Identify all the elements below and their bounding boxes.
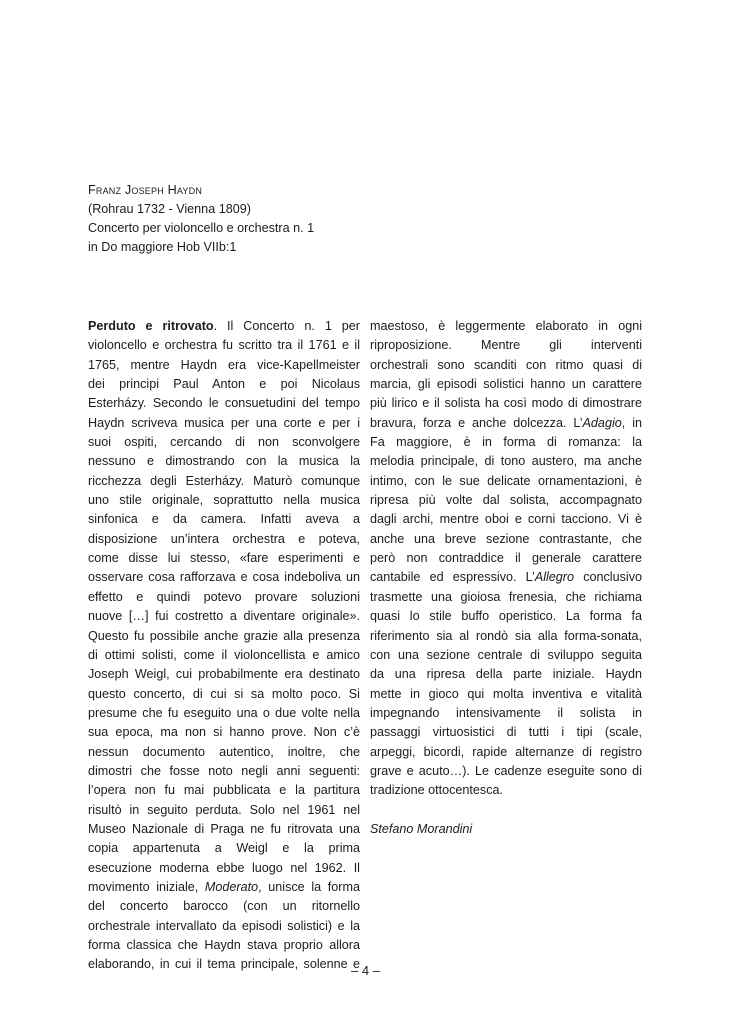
text-line: quasi lo stile buffo operistico. La forma fa	[370, 609, 642, 624]
text-line: mette in gioco qui molta inventiva e vitalità	[370, 686, 642, 701]
text-line: violoncello e orchestra fu scritto tra il 1761 e il	[88, 338, 360, 353]
text-line: arpeggi, bicordi, rapide alternanze di registro	[370, 744, 642, 759]
text-line: dimostri che fosse noto negli anni seguenti:	[88, 763, 360, 778]
text-line: sua epoca, ma non si hanno prove. Non c’è	[88, 725, 360, 740]
movement-name: Allegro	[534, 570, 574, 585]
text-line: cantabile ed espressivo. L’Allegro conclusivo	[370, 570, 642, 585]
text-line: copia appartenuta a Weigl e la prima	[88, 841, 360, 856]
text-line: Questo fu possibile anche grazie alla presenza	[88, 628, 360, 643]
text-line: questo concerto, di cui si sa molto poco. Si	[88, 686, 360, 701]
text-line: Museo Nazionale di Praga ne fu ritrovata una	[88, 821, 360, 836]
movement-name: Adagio	[582, 415, 622, 430]
text-line: ricchezza degli Esterházy. Maturò comunque	[88, 473, 360, 488]
text-line: Fa maggiore, è in forma di romanza: la	[370, 435, 642, 450]
text-line: ripresa più volte dal solista, accompagnato	[370, 493, 642, 508]
text-line: bravura, forza e anche dolcezza. L’Adagio, in	[370, 415, 642, 430]
text-line: passaggi virtuosistici di tutti i tipi (scale,	[370, 725, 642, 740]
work-header	[88, 181, 408, 257]
movement-name: Moderato	[204, 879, 259, 894]
text-line: grave e acuto…). Le cadenze eseguite sono di	[370, 763, 642, 778]
text-line: anche una breve sezione contrastante, che	[370, 531, 642, 546]
text-line: maestoso, è leggermente elaborato in ogni	[370, 319, 642, 333]
text-line: riferimento sia al rondò sia alla forma-sonata,	[370, 628, 642, 643]
text-line: melodia principale, di tono austero, ma anche	[370, 454, 642, 469]
text-line: suoi ospiti, cercando di non sconvolgere	[88, 435, 360, 450]
text-line: dei principi Paul Anton e poi Nicolaus	[88, 377, 360, 392]
text-line: elaborando, in cui il tema principale, solenne e	[88, 957, 360, 972]
text-line: effetto e quindi potevo provare soluzioni	[88, 589, 360, 604]
text-line: con una sezione centrale di sviluppo seguita	[370, 647, 642, 662]
text-line: Esterházy. Secondo le consuetudini del tempo	[88, 396, 360, 411]
text-line: di ottimi solisti, come il violoncellista e amico	[88, 647, 360, 662]
text-line: come disse lui stesso, «fare esperimenti e	[88, 551, 360, 566]
text-line: nuove […] fui costretto a diventare originale».	[88, 609, 360, 624]
composer-dates: (Rohrau 1732 - Vienna 1809)	[88, 202, 251, 216]
composer-name: Franz Joseph Haydn	[88, 183, 203, 197]
left-text-column	[88, 317, 360, 975]
text-line: esecuzione moderna ebbe luogo nel 1962. Il	[88, 860, 360, 875]
author-signature-block	[370, 820, 642, 839]
text-line: osservare cosa rafforzava e cosa indeboliva un	[88, 570, 360, 585]
text-line: orchestrali sono scanditi con ritmo quasi di	[370, 357, 642, 372]
text-line: intimo, con le sue delicate ornamentazioni, è	[370, 473, 642, 488]
text-line: Joseph Weigl, cui probabilmente era destinato	[88, 667, 360, 682]
author-signature: Stefano Morandini	[370, 821, 473, 836]
work-title: Concerto per violoncello e orchestra n. 1	[88, 221, 315, 235]
text-line: impegnando intensivamente il solista in	[370, 705, 642, 720]
work-key: in Do maggiore Hob VIIb:1	[88, 240, 237, 254]
text-line: nessuno e dimostrando con la musica la	[88, 454, 360, 469]
text-line: nessun documento autentico, inoltre, che	[88, 744, 360, 759]
right-text-column	[370, 317, 642, 839]
text-line: dagli archi, mentre oboi e corni tacciono. Vi è	[370, 512, 642, 527]
page-number: – 4 –	[351, 963, 380, 978]
text-line: riproposizione. Mentre gli interventi	[370, 338, 642, 353]
text-line: sinfonica e da camera. Infatti aveva a	[88, 512, 360, 527]
text-line: Perduto e ritrovato. Il Concerto n. 1 per	[88, 319, 360, 333]
text-line: presume che fu eseguito una o due volte nella	[88, 705, 360, 720]
text-line: Haydn scriveva musica per una corte e per i	[88, 415, 360, 430]
text-line: marcia, gli episodi solistici hanno un carattere	[370, 377, 642, 392]
text-line: uno stile originale, soprattutto nella musica	[88, 493, 360, 508]
text-line: disposizione un’intera orchestra e poteva,	[88, 531, 360, 546]
text-line: però non contraddice il generale carattere	[370, 551, 642, 566]
text-line: 1765, mentre Haydn era vice-Kapellmeister	[88, 357, 360, 372]
text-line: trasmette una gioiosa frenesia, che richiama	[370, 589, 642, 604]
text-line: tradizione ottocentesca.	[370, 783, 504, 798]
section-heading: Perduto e ritrovato	[88, 319, 214, 333]
text-line: risultò in seguito perduta. Solo nel 1961 nel	[88, 802, 360, 817]
text-line: del concerto barocco (con un ritornello	[88, 899, 360, 914]
text-line: forma classica che Haydn stava proprio allora	[88, 938, 360, 952]
text-line: orchestrale intervallato da episodi solistici) e la	[88, 918, 360, 933]
text-line: l’opera non fu mai pubblicata e la partitura	[88, 783, 360, 798]
text-line: movimento iniziale, Moderato, unisce la forma	[88, 879, 360, 894]
text-line: più lirico e il solista ha così modo di dimostrare	[370, 396, 642, 411]
text-line: da una ripresa della parte iniziale. Haydn	[370, 667, 642, 682]
